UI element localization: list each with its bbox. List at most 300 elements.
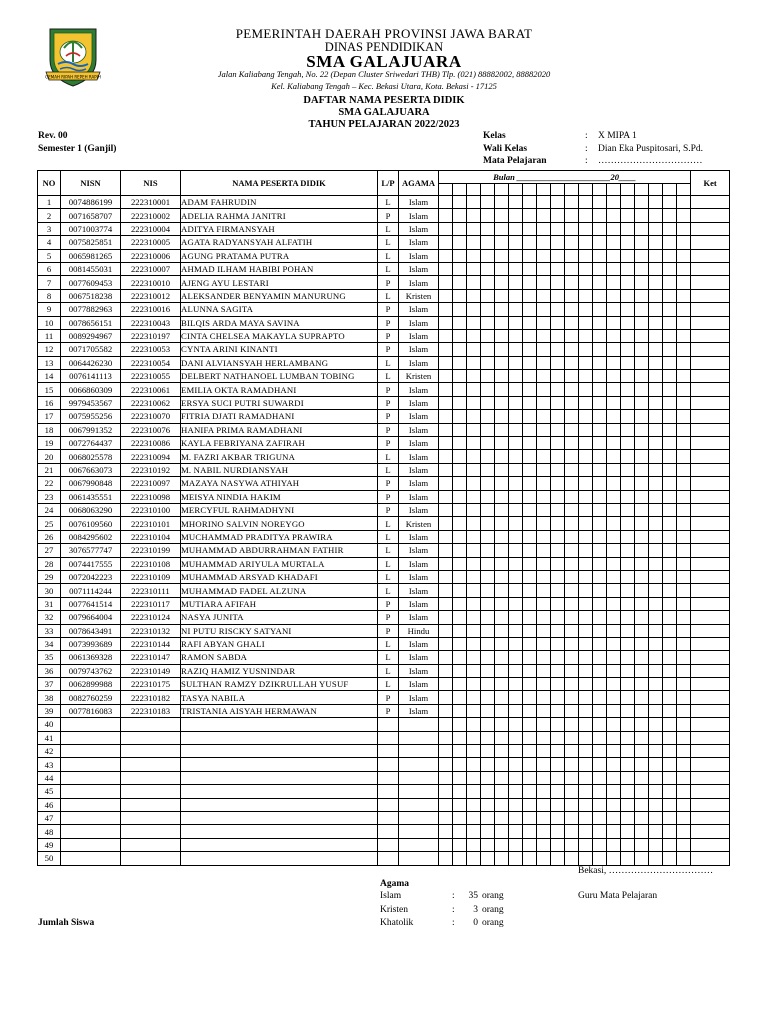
religion-unit-khatolik: orang	[482, 918, 504, 928]
cell-notes	[691, 570, 730, 583]
cell-name: HANIFA PRIMA RAMADHANI	[181, 423, 378, 436]
table-row	[38, 745, 730, 758]
attendance-header-cell	[621, 184, 635, 196]
attendance-cell	[565, 597, 579, 610]
attendance-cell	[439, 691, 453, 704]
attendance-cell	[635, 463, 649, 476]
cell-nisn	[61, 718, 121, 731]
attendance-cell	[523, 852, 537, 865]
attendance-cell	[467, 383, 481, 396]
attendance-cell	[551, 745, 565, 758]
attendance-cell	[481, 570, 495, 583]
attendance-cell	[467, 637, 481, 650]
table-row	[38, 544, 730, 557]
attendance-cell	[635, 544, 649, 557]
attendance-cell	[621, 530, 635, 543]
attendance-cell	[635, 691, 649, 704]
academic-year: TAHUN PELAJARAN 2022/2023	[308, 119, 460, 130]
attendance-cell	[481, 530, 495, 543]
attendance-cell	[467, 423, 481, 436]
attendance-cell	[481, 222, 495, 235]
attendance-cell	[495, 396, 509, 409]
attendance-cell	[551, 463, 565, 476]
attendance-cell	[649, 289, 663, 302]
attendance-cell	[523, 423, 537, 436]
cell-gender: L	[378, 664, 399, 677]
cell-gender: L	[378, 530, 399, 543]
cell-name: M. NABIL NURDIANSYAH	[181, 463, 378, 476]
attendance-cell	[607, 222, 621, 235]
attendance-cell	[579, 370, 593, 383]
attendance-cell	[565, 209, 579, 222]
attendance-cell	[509, 771, 523, 784]
attendance-cell	[579, 517, 593, 530]
cell-notes	[691, 236, 730, 249]
attendance-cell	[579, 624, 593, 637]
cell-notes	[691, 825, 730, 838]
attendance-cell	[579, 356, 593, 369]
attendance-cell	[635, 838, 649, 851]
cell-gender	[378, 798, 399, 811]
cell-nis	[121, 718, 181, 731]
attendance-cell	[649, 611, 663, 624]
attendance-cell	[677, 678, 691, 691]
attendance-cell	[579, 490, 593, 503]
attendance-cell	[551, 517, 565, 530]
attendance-cell	[453, 731, 467, 744]
attendance-cell	[663, 852, 677, 865]
attendance-cell	[663, 651, 677, 664]
attendance-cell	[635, 236, 649, 249]
attendance-cell	[551, 396, 565, 409]
attendance-cell	[635, 303, 649, 316]
attendance-cell	[523, 517, 537, 530]
attendance-cell	[509, 731, 523, 744]
cell-nis: 222310001	[121, 196, 181, 209]
attendance-cell	[579, 745, 593, 758]
attendance-cell	[481, 276, 495, 289]
attendance-cell	[621, 785, 635, 798]
attendance-cell	[677, 249, 691, 262]
attendance-cell	[649, 798, 663, 811]
attendance-cell	[439, 731, 453, 744]
table-row	[38, 798, 730, 811]
attendance-cell	[649, 570, 663, 583]
attendance-cell	[635, 517, 649, 530]
attendance-cell	[635, 771, 649, 784]
cell-religion: Islam	[399, 584, 439, 597]
table-row	[38, 852, 730, 865]
attendance-cell	[649, 463, 663, 476]
attendance-cell	[495, 852, 509, 865]
attendance-cell	[593, 557, 607, 570]
attendance-cell	[481, 410, 495, 423]
cell-no: 28	[38, 557, 61, 570]
attendance-cell	[537, 343, 551, 356]
attendance-cell	[551, 490, 565, 503]
col-header-religion: AGAMA	[399, 171, 439, 196]
cell-notes	[691, 704, 730, 717]
cell-religion: Islam	[399, 396, 439, 409]
attendance-cell	[607, 745, 621, 758]
attendance-cell	[565, 825, 579, 838]
attendance-cell	[663, 624, 677, 637]
attendance-cell	[439, 798, 453, 811]
attendance-header-cell	[439, 184, 453, 196]
cell-notes	[691, 196, 730, 209]
attendance-cell	[649, 316, 663, 329]
attendance-cell	[649, 262, 663, 275]
attendance-cell	[481, 437, 495, 450]
religion-label-islam: Islam	[380, 891, 402, 901]
cell-religion: Islam	[399, 477, 439, 490]
attendance-cell	[621, 503, 635, 516]
cell-nisn: 3076577747	[61, 544, 121, 557]
attendance-cell	[481, 798, 495, 811]
cell-gender	[378, 771, 399, 784]
cell-name: MUHAMMAD ARSYAD KHADAFI	[181, 570, 378, 583]
cell-religion	[399, 838, 439, 851]
attendance-cell	[509, 758, 523, 771]
attendance-cell	[649, 584, 663, 597]
attendance-cell	[453, 503, 467, 516]
attendance-cell	[593, 410, 607, 423]
attendance-cell	[537, 249, 551, 262]
cell-religion: Islam	[399, 678, 439, 691]
table-row	[38, 370, 730, 383]
attendance-cell	[649, 437, 663, 450]
attendance-cell	[621, 811, 635, 824]
religion-unit-islam: orang	[482, 891, 504, 901]
attendance-cell	[523, 771, 537, 784]
cell-nis	[121, 731, 181, 744]
attendance-cell	[677, 303, 691, 316]
cell-name: ALUNNA SAGITA	[181, 303, 378, 316]
cell-no: 35	[38, 651, 61, 664]
attendance-cell	[551, 343, 565, 356]
attendance-cell	[677, 544, 691, 557]
cell-nis: 222310086	[121, 437, 181, 450]
cell-gender: P	[378, 691, 399, 704]
cell-nis: 222310147	[121, 651, 181, 664]
cell-nisn: 0079664004	[61, 611, 121, 624]
cell-nisn: 0066860309	[61, 383, 121, 396]
attendance-cell	[523, 838, 537, 851]
attendance-cell	[607, 209, 621, 222]
attendance-cell	[523, 530, 537, 543]
attendance-cell	[635, 316, 649, 329]
attendance-cell	[523, 597, 537, 610]
attendance-cell	[565, 704, 579, 717]
attendance-cell	[509, 637, 523, 650]
attendance-cell	[523, 624, 537, 637]
attendance-cell	[565, 383, 579, 396]
table-row	[38, 758, 730, 771]
attendance-cell	[523, 477, 537, 490]
attendance-cell	[509, 718, 523, 731]
attendance-cell	[635, 570, 649, 583]
attendance-cell	[453, 249, 467, 262]
attendance-cell	[635, 664, 649, 677]
attendance-cell	[509, 437, 523, 450]
attendance-cell	[523, 262, 537, 275]
attendance-cell	[621, 236, 635, 249]
attendance-cell	[677, 624, 691, 637]
cell-nisn	[61, 771, 121, 784]
cell-notes	[691, 731, 730, 744]
attendance-cell	[523, 410, 537, 423]
attendance-cell	[663, 410, 677, 423]
attendance-cell	[453, 637, 467, 650]
attendance-cell	[593, 276, 607, 289]
attendance-cell	[593, 758, 607, 771]
attendance-cell	[509, 798, 523, 811]
attendance-cell	[495, 544, 509, 557]
cell-no: 15	[38, 383, 61, 396]
cell-name	[181, 745, 378, 758]
attendance-cell	[649, 276, 663, 289]
attendance-cell	[439, 651, 453, 664]
attendance-cell	[565, 718, 579, 731]
attendance-cell	[663, 611, 677, 624]
attendance-cell	[607, 771, 621, 784]
attendance-cell	[509, 262, 523, 275]
attendance-cell	[621, 745, 635, 758]
cell-nis: 222310132	[121, 624, 181, 637]
attendance-cell	[677, 329, 691, 342]
attendance-cell	[677, 356, 691, 369]
attendance-cell	[467, 771, 481, 784]
attendance-cell	[453, 276, 467, 289]
attendance-cell	[509, 745, 523, 758]
attendance-cell	[621, 370, 635, 383]
attendance-cell	[481, 249, 495, 262]
table-row	[38, 196, 730, 209]
attendance-cell	[593, 316, 607, 329]
attendance-cell	[453, 356, 467, 369]
attendance-cell	[551, 637, 565, 650]
attendance-cell	[439, 383, 453, 396]
attendance-cell	[439, 624, 453, 637]
attendance-cell	[439, 490, 453, 503]
cell-gender	[378, 718, 399, 731]
cell-no: 41	[38, 731, 61, 744]
cell-nisn: 0089294967	[61, 329, 121, 342]
attendance-cell	[621, 517, 635, 530]
attendance-cell	[649, 517, 663, 530]
religion-sep-khatolik: :	[452, 918, 455, 928]
attendance-cell	[509, 530, 523, 543]
attendance-cell	[439, 303, 453, 316]
attendance-cell	[565, 396, 579, 409]
cell-no: 9	[38, 303, 61, 316]
cell-religion: Islam	[399, 530, 439, 543]
cell-gender	[378, 852, 399, 865]
cell-religion	[399, 771, 439, 784]
attendance-header-cell	[677, 184, 691, 196]
attendance-cell	[551, 249, 565, 262]
cell-nisn: 0078643491	[61, 624, 121, 637]
attendance-cell	[509, 329, 523, 342]
cell-no: 8	[38, 289, 61, 302]
attendance-cell	[551, 570, 565, 583]
attendance-cell	[481, 544, 495, 557]
attendance-cell	[579, 303, 593, 316]
cell-no: 43	[38, 758, 61, 771]
attendance-cell	[467, 597, 481, 610]
cell-name: MUTIARA AFIFAH	[181, 597, 378, 610]
attendance-cell	[467, 303, 481, 316]
attendance-cell	[635, 343, 649, 356]
attendance-cell	[635, 450, 649, 463]
attendance-cell	[537, 852, 551, 865]
attendance-cell	[579, 691, 593, 704]
cell-religion: Islam	[399, 704, 439, 717]
cell-notes	[691, 262, 730, 275]
attendance-cell	[523, 544, 537, 557]
cell-gender: L	[378, 544, 399, 557]
attendance-cell	[649, 704, 663, 717]
attendance-cell	[481, 370, 495, 383]
attendance-cell	[565, 838, 579, 851]
cell-name: MUHAMMAD FADEL ALZUNA	[181, 584, 378, 597]
cell-gender: L	[378, 289, 399, 302]
attendance-cell	[453, 544, 467, 557]
attendance-cell	[537, 450, 551, 463]
attendance-cell	[453, 745, 467, 758]
cell-religion: Islam	[399, 597, 439, 610]
cell-nis: 222310061	[121, 383, 181, 396]
attendance-cell	[593, 517, 607, 530]
attendance-cell	[635, 758, 649, 771]
attendance-cell	[677, 691, 691, 704]
attendance-cell	[677, 236, 691, 249]
attendance-cell	[621, 437, 635, 450]
attendance-cell	[523, 678, 537, 691]
attendance-cell	[579, 852, 593, 865]
cell-name: MUHAMMAD ARIYULA MURTALA	[181, 557, 378, 570]
cell-nis: 222310175	[121, 678, 181, 691]
attendance-cell	[579, 423, 593, 436]
attendance-cell	[537, 303, 551, 316]
attendance-cell	[621, 731, 635, 744]
attendance-cell	[607, 624, 621, 637]
cell-nis	[121, 758, 181, 771]
cell-nisn: 0084295602	[61, 530, 121, 543]
attendance-cell	[509, 570, 523, 583]
attendance-cell	[509, 664, 523, 677]
attendance-cell	[663, 289, 677, 302]
attendance-cell	[481, 423, 495, 436]
attendance-cell	[551, 758, 565, 771]
attendance-cell	[593, 838, 607, 851]
attendance-cell	[439, 678, 453, 691]
attendance-cell	[663, 798, 677, 811]
attendance-cell	[565, 289, 579, 302]
attendance-cell	[509, 651, 523, 664]
attendance-cell	[635, 503, 649, 516]
attendance-cell	[495, 597, 509, 610]
attendance-cell	[677, 383, 691, 396]
attendance-cell	[663, 838, 677, 851]
cell-religion: Islam	[399, 329, 439, 342]
attendance-cell	[495, 463, 509, 476]
cell-religion	[399, 718, 439, 731]
cell-religion: Islam	[399, 437, 439, 450]
cell-name: M. FAZRI AKBAR TRIGUNA	[181, 450, 378, 463]
cell-religion: Hindu	[399, 624, 439, 637]
class-sep: :	[585, 131, 588, 141]
cell-religion: Islam	[399, 236, 439, 249]
attendance-cell	[509, 477, 523, 490]
cell-no: 4	[38, 236, 61, 249]
attendance-cell	[523, 651, 537, 664]
government-heading: PEMERINTAH DAERAH PROVINSI JAWA BARAT	[235, 26, 533, 41]
attendance-cell	[621, 329, 635, 342]
attendance-cell	[551, 664, 565, 677]
attendance-cell	[551, 477, 565, 490]
attendance-cell	[593, 597, 607, 610]
attendance-cell	[677, 423, 691, 436]
school-address-line1: Jalan Kaliabang Tengah, No. 22 (Depan Cluster Sriwedari THB) Tlp. (021) 88882002, 88882020	[217, 69, 551, 79]
cell-name: ADELIA RAHMA JANITRI	[181, 209, 378, 222]
attendance-cell	[439, 718, 453, 731]
attendance-cell	[635, 209, 649, 222]
attendance-cell	[495, 758, 509, 771]
cell-gender: L	[378, 222, 399, 235]
attendance-cell	[481, 262, 495, 275]
cell-gender	[378, 745, 399, 758]
cell-name: NI PUTU RISCKY SATYANI	[181, 624, 378, 637]
attendance-cell	[635, 329, 649, 342]
attendance-cell	[621, 557, 635, 570]
attendance-cell	[677, 557, 691, 570]
attendance-cell	[481, 209, 495, 222]
attendance-cell	[677, 209, 691, 222]
attendance-cell	[635, 370, 649, 383]
attendance-header-cell	[495, 184, 509, 196]
attendance-cell	[453, 771, 467, 784]
attendance-cell	[607, 570, 621, 583]
school-address-line2: Kel. Kaliabang Tengah – Kec. Bekasi Utara, Kota. Bekasi - 17125	[271, 81, 497, 91]
attendance-cell	[495, 611, 509, 624]
attendance-cell	[453, 463, 467, 476]
attendance-cell	[621, 262, 635, 275]
attendance-cell	[551, 691, 565, 704]
attendance-cell	[579, 530, 593, 543]
attendance-cell	[509, 691, 523, 704]
attendance-cell	[453, 490, 467, 503]
attendance-cell	[439, 196, 453, 209]
attendance-cell	[537, 584, 551, 597]
teacher-signature-label: Guru Mata Pelajaran	[578, 891, 658, 901]
attendance-cell	[621, 477, 635, 490]
attendance-cell	[439, 370, 453, 383]
attendance-cell	[635, 396, 649, 409]
attendance-cell	[551, 678, 565, 691]
cell-nisn: 0075825851	[61, 236, 121, 249]
cell-gender: L	[378, 517, 399, 530]
cell-gender: P	[378, 704, 399, 717]
attendance-cell	[509, 356, 523, 369]
attendance-cell	[467, 838, 481, 851]
attendance-cell	[481, 825, 495, 838]
attendance-cell	[551, 597, 565, 610]
attendance-cell	[635, 262, 649, 275]
attendance-cell	[439, 838, 453, 851]
cell-name: EMILIA OKTA RAMADHANI	[181, 383, 378, 396]
attendance-cell	[663, 490, 677, 503]
